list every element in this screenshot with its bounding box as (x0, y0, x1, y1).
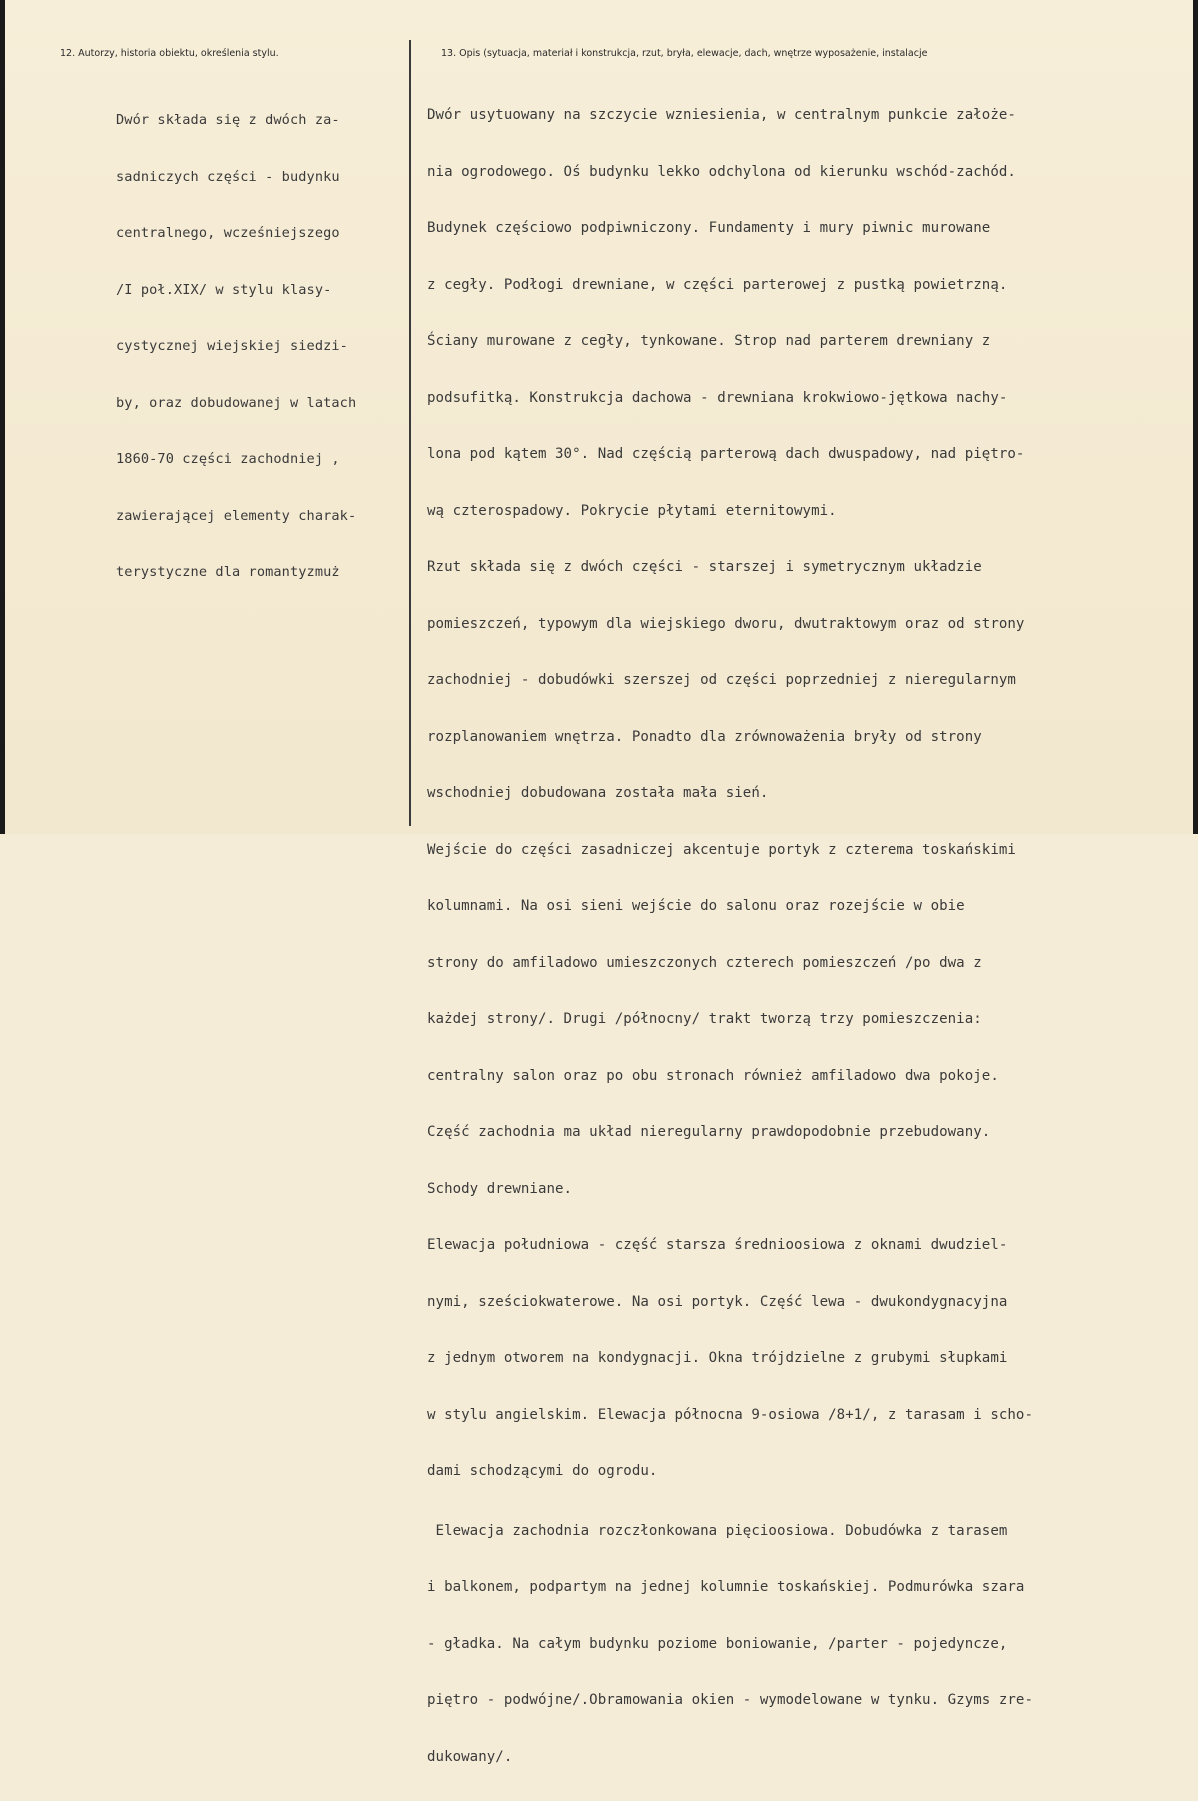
text-line: Ściany murowane z cegły, tynkowane. Strop nad parterem drewniany z (427, 333, 991, 349)
right-column-heading: 13. Opis (sytuacja, materiał i konstrukcja, rzut, bryła, elewacje, dach, wnętrze wyposażenie, instalacje (441, 48, 928, 59)
text-line: lona pod kątem 30°. Nad częścią parterową dach dwuspadowy, nad piętro- (427, 446, 1025, 462)
text-line: każdej strony/. Drugi /północny/ trakt tworzą trzy pomieszczenia: (427, 1011, 982, 1027)
text-line: z cegły. Podłogi drewniane, w części parterowej z pustką powietrzną. (427, 276, 1008, 293)
text-line: Część zachodnia ma układ nieregularny prawdopodobnie przebudowany. (427, 1124, 991, 1140)
text-line: terystyczne dla romantyzmuż (116, 564, 340, 580)
text-line: 1860-70 części zachodniej , (116, 451, 340, 467)
text-line: by, oraz dobudowanej w latach (116, 394, 357, 411)
scan-edge-right (1193, 0, 1198, 834)
text-line: w stylu angielskim. Elewacja północna 9-osiowa /8+1/, z tarasam i scho- (427, 1406, 1033, 1423)
text-line: sadniczych części - budynku (116, 168, 340, 185)
left-column-text (116, 76, 356, 617)
text-line: - gładka. Na całym budynku poziome boniowanie, /parter - pojedyncze, (427, 1635, 1008, 1652)
text-line: centralny salon oraz po obu stronach również amfiladowo dwa pokoje. (427, 1067, 999, 1084)
text-line: podsufitką. Konstrukcja dachowa - drewniana krokwiowo-jętkowa nachy- (427, 389, 1008, 406)
text-line: wą czterospadowy. Pokrycie płytami eternitowymi. (427, 502, 837, 519)
text-line: centralnego, wcześniejszego (116, 225, 340, 241)
scan-edge-left (0, 0, 5, 834)
text-line: zawierającej elementy charak- (116, 507, 357, 524)
text-line: Dwór usytuowany na szczycie wzniesienia, w centralnym punkcie założe- (427, 107, 1016, 123)
text-line: nymi, sześciokwaterowe. Na osi portyk. Część lewa - dwukondygnacyjna (427, 1293, 1008, 1310)
left-column-heading: 12. Autorzy, historia obiektu, określenia stylu. (60, 48, 279, 59)
right-column-text (427, 71, 1033, 1801)
text-line: strony do amfiladowo umieszczonych czterech pomieszczeń /po dwa z (427, 954, 982, 971)
text-line: dami schodzącymi do ogrodu. (427, 1463, 658, 1479)
text-line: rozplanowaniem wnętrza. Ponadto dla zrównoważenia bryły od strony (427, 728, 982, 745)
text-line: cystycznej wiejskiej siedzi- (116, 338, 348, 354)
text-line: zachodniej - dobudówki szerszej od części poprzedniej z nieregularnym (427, 672, 1016, 688)
text-line: Schody drewniane. (427, 1180, 573, 1197)
text-line: Dwór składa się z dwóch za- (116, 112, 340, 128)
text-line: nia ogrodowego. Oś budynku lekko odchylona od kierunku wschód-zachód. (427, 163, 1016, 180)
text-line: i balkonem, podpartym na jednej kolumnie toskańskiej. Podmurówka szara (427, 1579, 1025, 1595)
text-line: Elewacja południowa - część starsza średnioosiowa z oknami dwudziel- (427, 1237, 1008, 1253)
text-line: Wejście do części zasadniczej akcentuje portyk z czterema toskańskimi (427, 841, 1016, 858)
text-line: /I poł.XIX/ w stylu klasy- (116, 281, 332, 298)
text-line: piętro - podwójne/.Obramowania okien - wymodelowane w tynku. Gzyms zre- (427, 1692, 1033, 1708)
text-line: wschodniej dobudowana została mała sień. (427, 785, 769, 801)
text-line: z jednym otworem na kondygnacji. Okna trójdzielne z grubymi słupkami (427, 1350, 1008, 1366)
text-line: Budynek częściowo podpiwniczony. Fundamenty i mury piwnic murowane (427, 220, 991, 236)
text-line: pomieszczeń, typowym dla wiejskiego dworu, dwutraktowym oraz od strony (427, 615, 1025, 632)
text-line: Elewacja zachodnia rozczłonkowana pięcioosiowa. Dobudówka z tarasem (427, 1522, 1008, 1539)
text-line: dukowany/. (427, 1748, 513, 1765)
text-line: Rzut składa się z dwóch części - starszej i symetrycznym układzie (427, 559, 982, 575)
column-divider (409, 40, 411, 826)
text-line: kolumnami. Na osi sieni wejście do salonu oraz rozejście w obie (427, 898, 965, 914)
